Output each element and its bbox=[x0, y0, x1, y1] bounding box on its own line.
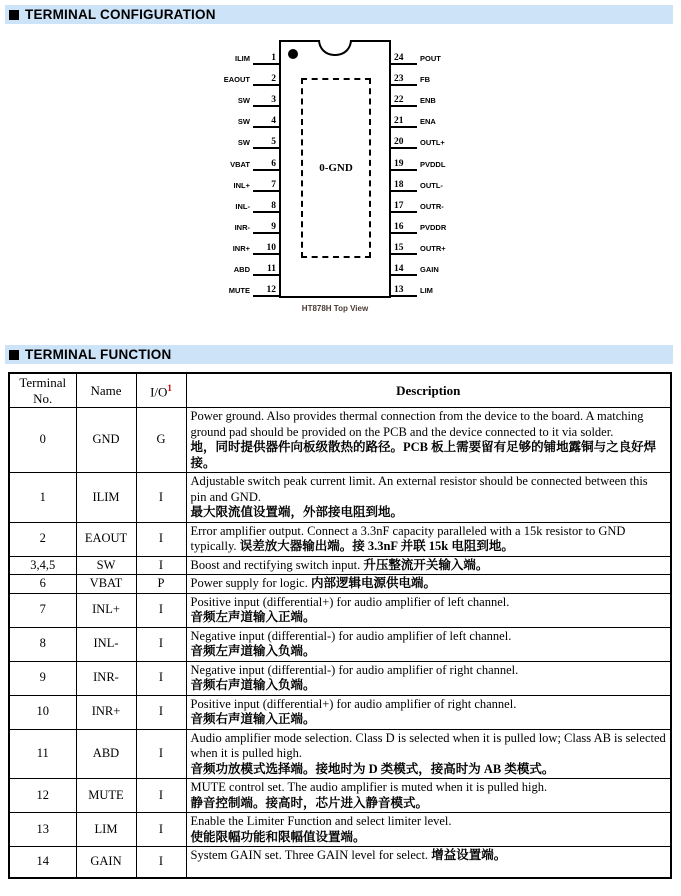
terminal-name-cell: SW bbox=[76, 556, 136, 575]
terminal-description-cell bbox=[186, 729, 671, 779]
pin-number: 18 bbox=[391, 180, 417, 192]
terminal-io-cell: P bbox=[136, 575, 186, 594]
pin-label: PVDDL bbox=[420, 159, 446, 169]
pin-number: 22 bbox=[391, 95, 417, 107]
pin-row-11 bbox=[203, 255, 279, 276]
chip-right-pins bbox=[391, 44, 471, 297]
pin-row-14 bbox=[391, 255, 471, 276]
pin-label: ABD bbox=[233, 265, 250, 275]
terminal-description-cell bbox=[186, 695, 671, 729]
terminal-io-cell: I bbox=[136, 695, 186, 729]
terminal-no-cell: 13 bbox=[9, 813, 76, 847]
pin-row-18 bbox=[391, 171, 471, 192]
description-text-en: Positive input (differential+) for audio amplifier of left channel. bbox=[190, 594, 510, 609]
pin-label: INR- bbox=[234, 222, 250, 232]
table-row bbox=[9, 661, 671, 695]
pin-number: 11 bbox=[253, 264, 279, 276]
pin-number: 24 bbox=[391, 53, 417, 65]
terminal-no-cell: 10 bbox=[9, 695, 76, 729]
description-text-en: System GAIN set. Three GAIN level for select. bbox=[190, 848, 429, 862]
terminal-description-cell bbox=[186, 661, 671, 695]
description-text-en: Boost and rectifying switch input. bbox=[190, 557, 361, 572]
table-row bbox=[9, 408, 671, 473]
terminal-name-cell: MUTE bbox=[76, 779, 136, 813]
terminal-no-cell: 11 bbox=[9, 729, 76, 779]
table-row bbox=[9, 627, 671, 661]
column-header-terminal-no: Terminal No. bbox=[9, 373, 76, 408]
terminal-io-cell: I bbox=[136, 813, 186, 847]
pin-row-3 bbox=[203, 86, 279, 107]
description-text-zh: 音频右声道输入负端。 bbox=[190, 678, 316, 692]
pin-label: PVDDR bbox=[420, 222, 447, 232]
pin-number: 8 bbox=[253, 201, 279, 213]
description-text-zh: 增益设置端。 bbox=[431, 848, 507, 862]
pin-number: 23 bbox=[391, 74, 417, 86]
terminal-no-cell: 1 bbox=[9, 473, 76, 523]
pin-number: 5 bbox=[253, 137, 279, 149]
pin1-marker-icon bbox=[288, 49, 298, 59]
section-header-terminal-configuration bbox=[5, 5, 673, 24]
terminal-io-cell: I bbox=[136, 779, 186, 813]
chip-notch-icon bbox=[318, 40, 352, 56]
terminal-description-cell bbox=[186, 522, 671, 556]
pin-row-15 bbox=[391, 234, 471, 255]
pin-number: 1 bbox=[253, 53, 279, 65]
table-row bbox=[9, 593, 671, 627]
description-text-en: MUTE control set. The audio amplifier is muted when it is pulled high. bbox=[190, 780, 548, 794]
description-text-zh: 音频右声道输入正端。 bbox=[190, 712, 316, 726]
terminal-name-cell: GND bbox=[76, 408, 136, 473]
pin-label: INL+ bbox=[233, 180, 250, 190]
column-header-description: Description bbox=[186, 373, 671, 408]
pin-label: INL- bbox=[235, 201, 250, 211]
pin-label: LIM bbox=[420, 286, 433, 296]
pin-number: 21 bbox=[391, 116, 417, 128]
description-text-zh: 音频左声道输入正端。 bbox=[190, 610, 316, 624]
column-header-name: Name bbox=[76, 373, 136, 408]
pin-label: VBAT bbox=[230, 159, 250, 169]
terminal-no-cell: 3,4,5 bbox=[9, 556, 76, 575]
pin-label: ENA bbox=[420, 117, 436, 127]
terminal-io-cell: I bbox=[136, 522, 186, 556]
table-row bbox=[9, 556, 671, 575]
terminal-name-cell: LIM bbox=[76, 813, 136, 847]
chip-body bbox=[279, 40, 391, 298]
description-text-en: Enable the Limiter Function and select limiter level. bbox=[190, 814, 452, 828]
section-bullet-icon bbox=[9, 10, 19, 20]
pin-label: FB bbox=[420, 75, 430, 85]
description-text-en: Positive input (differential+) for audio amplifier of right channel. bbox=[190, 696, 517, 711]
terminal-no-cell: 14 bbox=[9, 847, 76, 878]
terminal-io-cell: I bbox=[136, 473, 186, 523]
description-text-en: Negative input (differential-) for audio amplifier of right channel. bbox=[190, 662, 519, 677]
pin-label: GAIN bbox=[420, 265, 439, 275]
description-text-en: Audio amplifier mode selection. Class D is selected when it is pulled low; Class AB is selected when it is pulled high. bbox=[190, 730, 666, 760]
description-text-en: Negative input (differential-) for audio amplifier of left channel. bbox=[190, 628, 512, 643]
terminal-io-cell: I bbox=[136, 729, 186, 779]
pin-row-9 bbox=[203, 213, 279, 234]
pin-label: MUTE bbox=[228, 286, 250, 296]
chip-left-pins bbox=[203, 44, 279, 297]
io-footnote-superscript: 1 bbox=[167, 383, 172, 394]
pin-number: 2 bbox=[253, 74, 279, 86]
pin-label: INR+ bbox=[232, 243, 250, 253]
terminal-description-cell bbox=[186, 593, 671, 627]
description-text-en: Power ground. Also provides thermal connection from the device to the board. A matching ground pad should be provided on the PCB and the device connected to it via solder. bbox=[190, 409, 644, 439]
chip-caption: HT878H Top View bbox=[301, 304, 369, 313]
pin-label: SW bbox=[237, 117, 250, 127]
pin-label: OUTL+ bbox=[420, 138, 445, 148]
terminal-name-cell: GAIN bbox=[76, 847, 136, 878]
pin-row-21 bbox=[391, 107, 471, 128]
terminal-description-cell bbox=[186, 813, 671, 847]
pin-number: 10 bbox=[253, 243, 279, 255]
pin-row-10 bbox=[203, 234, 279, 255]
terminal-name-cell: ILIM bbox=[76, 473, 136, 523]
terminal-description-cell bbox=[186, 779, 671, 813]
pin-label: SW bbox=[237, 96, 250, 106]
pin-row-2 bbox=[203, 65, 279, 86]
terminal-no-cell: 2 bbox=[9, 522, 76, 556]
pin-number: 14 bbox=[391, 264, 417, 276]
description-text-zh: 音频左声道输入负端。 bbox=[190, 644, 316, 658]
terminal-io-cell: I bbox=[136, 556, 186, 575]
pin-number: 19 bbox=[391, 159, 417, 171]
terminal-no-cell: 8 bbox=[9, 627, 76, 661]
pin-number: 7 bbox=[253, 180, 279, 192]
pin-row-8 bbox=[203, 192, 279, 213]
table-row bbox=[9, 695, 671, 729]
table-row bbox=[9, 813, 671, 847]
pin-label: OUTL- bbox=[420, 180, 443, 190]
pin-label: ILIM bbox=[235, 54, 250, 64]
table-row bbox=[9, 473, 671, 523]
pin-number: 15 bbox=[391, 243, 417, 255]
terminal-no-cell: 9 bbox=[9, 661, 76, 695]
table-header-row bbox=[9, 373, 671, 408]
table-row bbox=[9, 779, 671, 813]
pin-number: 17 bbox=[391, 201, 417, 213]
description-text-zh: 误差放大器输出端。接 3.3nF 并联 15k 电阻到地。 bbox=[239, 539, 514, 553]
section-title: TERMINAL CONFIGURATION bbox=[25, 7, 216, 22]
pin-row-4 bbox=[203, 107, 279, 128]
pin-number: 3 bbox=[253, 95, 279, 107]
description-text-zh: 升压整流开关输入端。 bbox=[363, 557, 489, 572]
terminal-io-cell: G bbox=[136, 408, 186, 473]
terminal-io-cell: I bbox=[136, 593, 186, 627]
pin-number: 20 bbox=[391, 137, 417, 149]
pin-row-13 bbox=[391, 276, 471, 297]
description-text-zh: 地，同时提供器件向板级散热的路径。PCB 板上需要留有足够的铺地露铜与之良好焊接。 bbox=[190, 440, 657, 470]
pin-label: OUTR- bbox=[420, 201, 444, 211]
terminal-io-cell: I bbox=[136, 627, 186, 661]
description-text-zh: 内部逻辑电源供电端。 bbox=[310, 576, 436, 590]
pin-number: 13 bbox=[391, 285, 417, 297]
terminal-name-cell: INL+ bbox=[76, 593, 136, 627]
terminal-description-cell bbox=[186, 575, 671, 594]
section-title: TERMINAL FUNCTION bbox=[25, 347, 172, 362]
table-row bbox=[9, 729, 671, 779]
pin-row-17 bbox=[391, 192, 471, 213]
terminal-no-cell: 7 bbox=[9, 593, 76, 627]
pin-row-23 bbox=[391, 65, 471, 86]
description-text-zh: 静音控制端。接高时，芯片进入静音模式。 bbox=[190, 795, 429, 810]
terminal-io-cell: I bbox=[136, 661, 186, 695]
column-header-io: $I/O^1$ bbox=[136, 373, 186, 408]
pin-number: 6 bbox=[253, 159, 279, 171]
exposed-pad-outline bbox=[301, 78, 371, 258]
pin-label: POUT bbox=[420, 54, 441, 64]
description-text-en: Error amplifier output. Connect a 3.3nF capacity paralleled with a 15k resistor to GND typically. bbox=[190, 523, 626, 553]
description-text-zh: 使能限幅功能和限幅值设置端。 bbox=[190, 829, 366, 844]
terminal-no-cell: 12 bbox=[9, 779, 76, 813]
exposed-pad-label: 0-GND bbox=[319, 162, 353, 174]
pin-row-22 bbox=[391, 86, 471, 107]
terminal-name-cell: INL- bbox=[76, 627, 136, 661]
description-text-en: Power supply for logic. bbox=[190, 576, 308, 590]
pin-row-12 bbox=[203, 276, 279, 297]
pin-row-5 bbox=[203, 128, 279, 149]
pin-row-19 bbox=[391, 149, 471, 170]
terminal-description-cell bbox=[186, 556, 671, 575]
description-text-en: Adjustable switch peak current limit. An external resistor should be connected between this pin and GND. bbox=[190, 474, 648, 504]
pin-label: ENB bbox=[420, 96, 436, 106]
terminal-description-cell bbox=[186, 847, 671, 878]
pin-row-24 bbox=[391, 44, 471, 65]
terminal-description-cell bbox=[186, 473, 671, 523]
description-text-zh: 最大限流值设置端，外部接电阻到地。 bbox=[190, 505, 404, 519]
terminal-function-table bbox=[8, 372, 672, 879]
pin-row-16 bbox=[391, 213, 471, 234]
pin-label: SW bbox=[237, 138, 250, 148]
pin-number: 16 bbox=[391, 222, 417, 234]
pin-number: 12 bbox=[253, 285, 279, 297]
terminal-name-cell: ABD bbox=[76, 729, 136, 779]
section-bullet-icon bbox=[9, 350, 19, 360]
pin-row-6 bbox=[203, 149, 279, 170]
terminal-name-cell: EAOUT bbox=[76, 522, 136, 556]
pin-number: 9 bbox=[253, 222, 279, 234]
table-row bbox=[9, 575, 671, 594]
section-header-terminal-function bbox=[5, 345, 673, 364]
terminal-name-cell: INR+ bbox=[76, 695, 136, 729]
terminal-description-cell bbox=[186, 408, 671, 473]
description-text-zh: 音频功放模式选择端。接地时为 D 类模式，接高时为 AB 类模式。 bbox=[190, 761, 555, 776]
terminal-io-cell: I bbox=[136, 847, 186, 878]
terminal-name-cell: VBAT bbox=[76, 575, 136, 594]
pin-row-1 bbox=[203, 44, 279, 65]
table-row bbox=[9, 522, 671, 556]
terminal-name-cell: INR- bbox=[76, 661, 136, 695]
pin-label: OUTR+ bbox=[420, 243, 446, 253]
pin-row-20 bbox=[391, 128, 471, 149]
pin-row-7 bbox=[203, 171, 279, 192]
terminal-description-cell bbox=[186, 627, 671, 661]
pin-number: 4 bbox=[253, 116, 279, 128]
terminal-no-cell: 6 bbox=[9, 575, 76, 594]
terminal-no-cell: 0 bbox=[9, 408, 76, 473]
table-row bbox=[9, 847, 671, 878]
pin-label: EAOUT bbox=[223, 75, 250, 85]
